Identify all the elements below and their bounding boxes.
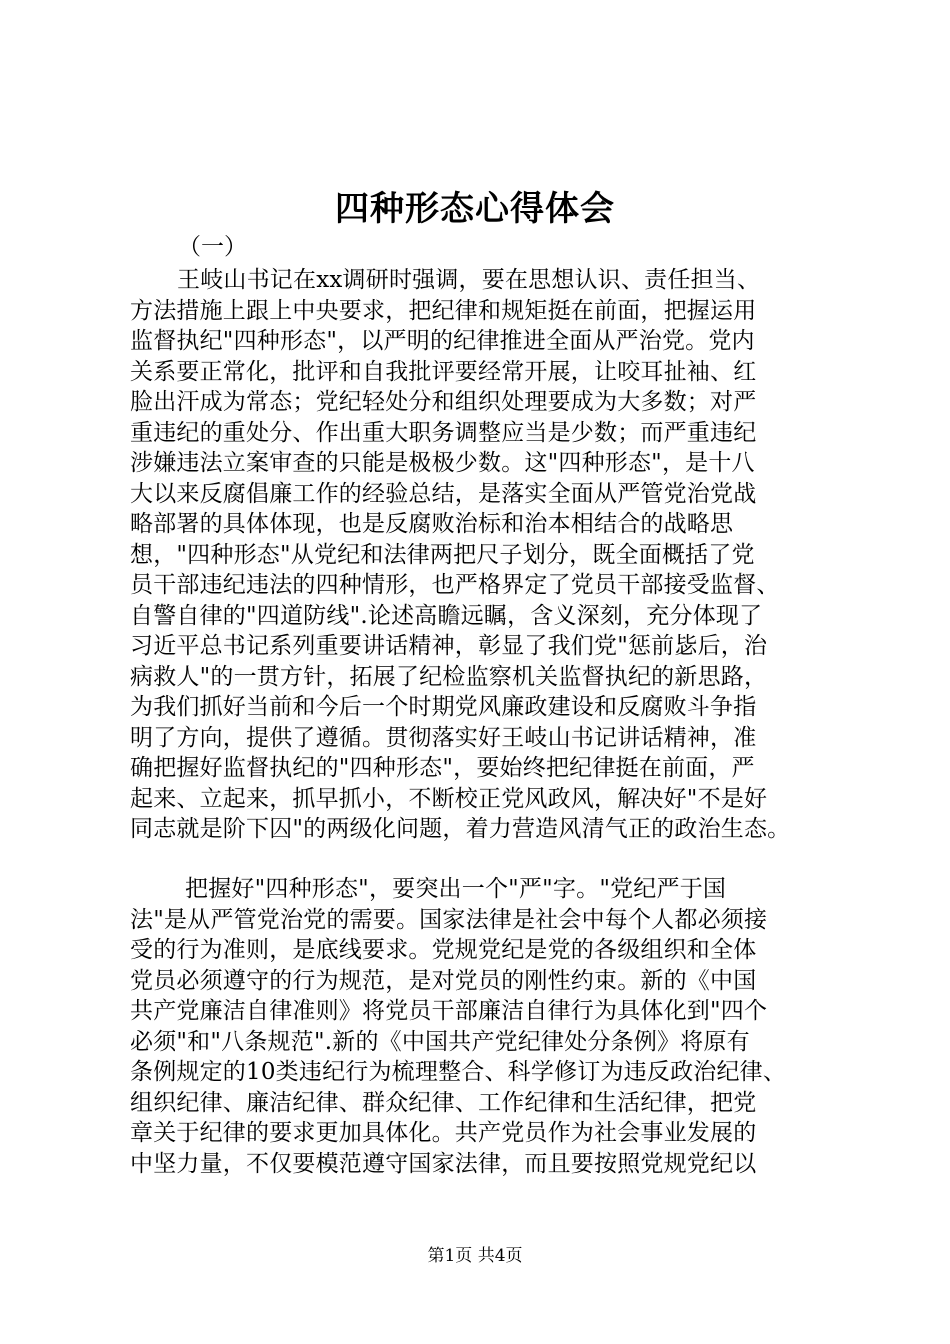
- paragraph-line: 自警自律的"四道防线".论述高瞻远瞩，含义深刻，充分体现了: [130, 602, 763, 629]
- paragraph-line: 共产党廉洁自律准则》将党员干部廉洁自律行为具体化到"四个: [130, 998, 768, 1024]
- paragraph-line: 受的行为准则，是底线要求。党规党纪是党的各级组织和全体: [130, 937, 757, 963]
- paragraph-line: 员干部违纪违法的四种情形，也严格界定了党员干部接受监督、: [130, 572, 780, 598]
- page-title: 四种形态心得体会: [335, 189, 615, 229]
- paragraph-line: 想，"四种形态"从党纪和法律两把尺子划分，既全面概括了党: [130, 541, 755, 568]
- paragraph-line: 组织纪律、廉洁纪律、群众纪律、工作纪律和生活纪律，把党: [130, 1089, 757, 1116]
- paragraph-line: 监督执纪"四种形态"，以严明的纪律推进全面从严治党。党内: [130, 328, 755, 354]
- paragraph-line: 中坚力量，不仅要模范遵守国家法律，而且要按照党规党纪以: [130, 1150, 757, 1177]
- paragraph-line: 党员必须遵守的行为规范，是对党员的刚性约束。新的《中国: [130, 967, 757, 994]
- paragraph-line: 关系要正常化，批评和自我批评要经常开展，让咬耳扯袖、红: [130, 358, 757, 385]
- section-marker: （一）: [178, 234, 247, 260]
- paragraph-line: 确把握好监督执纪的"四种形态"，要始终把纪律挺在前面，严: [130, 755, 755, 781]
- paragraph-line: 脸出汗成为常态；党纪轻处分和组织处理要成为大多数；对严: [130, 389, 757, 415]
- paragraph-line: 大以来反腐倡廉工作的经验总结，是落实全面从严管党治党战: [130, 480, 757, 507]
- paragraph-line: 必须"和"八条规范".新的《中国共产党纪律处分条例》将原有: [130, 1028, 750, 1055]
- paragraph-line: 条例规定的10类违纪行为梳理整合、科学修订为违反政治纪律、: [130, 1059, 787, 1085]
- paragraph-line: 略部署的具体体现，也是反腐败治标和治本相结合的战略思: [130, 511, 734, 537]
- page-footer: 第1页 共4页: [427, 1246, 523, 1266]
- paragraph-line: 法"是从严管党治党的需要。国家法律是社会中每个人都必须接: [130, 906, 768, 933]
- paragraph-line: 王岐山书记在xx调研时强调，要在思想认识、责任担当、: [177, 267, 761, 293]
- paragraph-line: 为我们抓好当前和今后一个时期党风廉政建设和反腐败斗争指: [130, 694, 757, 720]
- paragraph-line: 习近平总书记系列重要讲话精神，彰显了我们党"惩前毖后，治: [130, 633, 768, 659]
- paragraph-line: 涉嫌违法立案审查的只能是极极少数。这"四种形态"，是十八: [130, 450, 755, 476]
- paragraph-line: 起来、立起来，抓早抓小，不断校正党风政风，解决好"不是好: [130, 785, 768, 812]
- paragraph-line: 把握好"四种形态"，要突出一个"严"字。"党纪严于国: [185, 876, 727, 902]
- paragraph-line: 病救人"的一贯方针，拓展了纪检监察机关监督执纪的新思路，: [130, 663, 768, 690]
- paragraph-2: [130, 874, 825, 1179]
- paragraph-line: 章关于纪律的要求更加具体化。共产党员作为社会事业发展的: [130, 1120, 757, 1146]
- paragraph-1: [130, 265, 825, 845]
- paragraph-line: 方法措施上跟上中央要求，把纪律和规矩挺在前面，把握运用: [130, 297, 757, 324]
- paragraph-line: 同志就是阶下囚"的两级化问题，着力营造风清气正的政治生态。: [130, 816, 791, 842]
- paragraph-line: 重违纪的重处分、作出重大职务调整应当是少数；而严重违纪: [130, 419, 757, 446]
- paragraph-line: 明了方向，提供了遵循。贯彻落实好王岐山书记讲话精神，准: [130, 724, 757, 751]
